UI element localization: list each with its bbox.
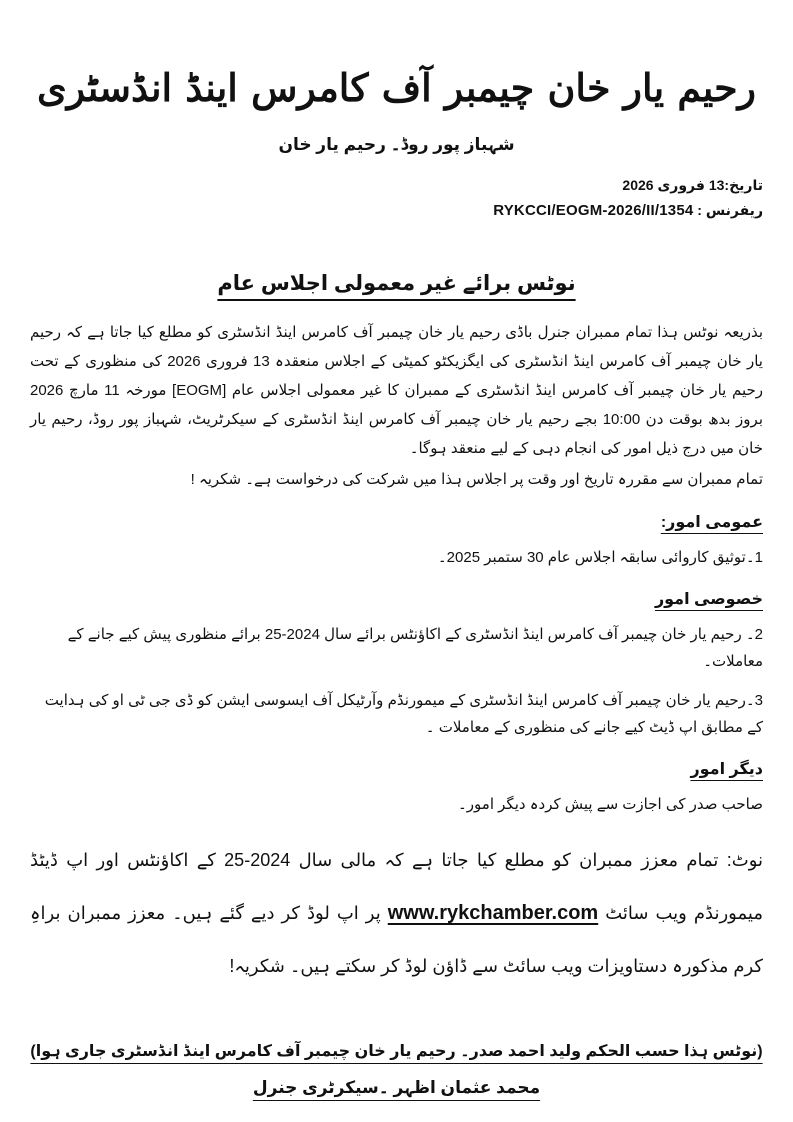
note-text-after-link: پر اپ لوڈ کر دیے گئے ہیں۔ معزز ممبران براہِ کرم مذکورہ دستاویزات ویب سائٹ سے ڈاؤن لوڈ کر سکتے ہیں۔ شکریہ! (30, 903, 763, 977)
letterhead-subtitle: شہباز پور روڈ۔ رحیم یار خان (278, 135, 515, 155)
general-matters-item-1: 1۔توثیق کاروائی سابقہ اجلاس عام 30 ستمبر 2025۔ (437, 549, 763, 567)
footer-signatory-line: محمد عثمان اظہر ۔سیکرٹری جنرل (252, 1078, 541, 1098)
intro-paragraph: بذریعہ نوٹس ہذا تمام ممبران جنرل باڈی رحیم یار خان چیمبر آف کامرس اینڈ انڈسٹری کو مطلع کیا جاتا ہے کہ رحیم یار خان چیمبر آف کامرس اینڈ انڈسٹری کی ایگزیکٹو کمیٹی کے اجلاس منعقدہ 13 فروری 2026 کی منظوری کے تحت رحیم یار خان چیمبر آف کامرس اینڈ انڈسٹری کے ممبران کا غیر معمولی اجلاس عام [EOGM] مورخہ 11 مارچ 2026 بروز بدھ بوقت دن 10:00 بجے رحیم یار خان چیمبر آف کامرس اینڈ انڈسٹری کے سیکرٹریٹ، شہباز پور روڈ، رحیم یار خان میں درج ذیل امور کی انجام دہی کے لیے منعقد ہوگا۔ (30, 324, 763, 458)
reference-line (30, 202, 763, 219)
section-heading-general-matters: عمومی امور: (660, 514, 763, 532)
date-label: تاریخ: (724, 177, 763, 194)
letterhead-title: رحیم یار خان چیمبر آف کامرس اینڈ انڈسٹری (36, 65, 756, 110)
attendance-request-line: تمام ممبران سے مقررہ تاریخ اور وقت پر اجلاس ہذا میں شرکت کی درخواست ہے۔ شکریہ ! (190, 471, 763, 489)
reference-value: RYKCCI/EOGM-2026/II/1354 (493, 202, 694, 220)
document-meta (30, 177, 763, 219)
note-paragraph (30, 834, 763, 993)
note-text-before-link: نوٹ: تمام معزز ممبران کو مطلع کیا جاتا ہے کہ مالی سال 2024-25 کے اکاؤنٹس اور اپ ڈیٹڈ میمورنڈم ویب سائٹ (30, 850, 764, 924)
website-link[interactable]: www.rykchamber.com (387, 902, 599, 925)
notice-title: نوٹس برائے غیر معمولی اجلاس عام (217, 272, 576, 296)
section-heading-special-matters: خصوصی امور (654, 591, 763, 609)
date-value: 13 فروری 2026 (622, 177, 725, 194)
section-heading-other-matters: دیگر امور (690, 761, 763, 779)
other-matters-item: صاحب صدر کی اجازت سے پیش کردہ دیگر امور۔ (458, 796, 763, 814)
special-matters-item-3: 3۔رحیم یار خان چیمبر آف کامرس اینڈ انڈسٹری کے میمورنڈم وآرٹیکل آف ایسوسی ایشن کو ڈی جی ٹی او کی ہدایت کے مطابق اپ ڈیٹ کیے جانے کی منظوری کے معاملات ۔ (44, 692, 763, 737)
footer-issued-by-line: (نوٹس ہذا حسب الحکم ولید احمد صدر۔ رحیم یار خان چیمبر آف کامرس اینڈ انڈسٹری جاری ہوا) (30, 1043, 763, 1061)
special-matters-item-2: 2۔ رحیم یار خان چیمبر آف کامرس اینڈ انڈسٹری کے اکاؤنٹس برائے سال 2024-25 برائے منظوری پیش کیے جانے کے معاملات۔ (67, 626, 763, 671)
date-line (30, 177, 763, 194)
reference-label: ریفرنس : (697, 202, 763, 219)
